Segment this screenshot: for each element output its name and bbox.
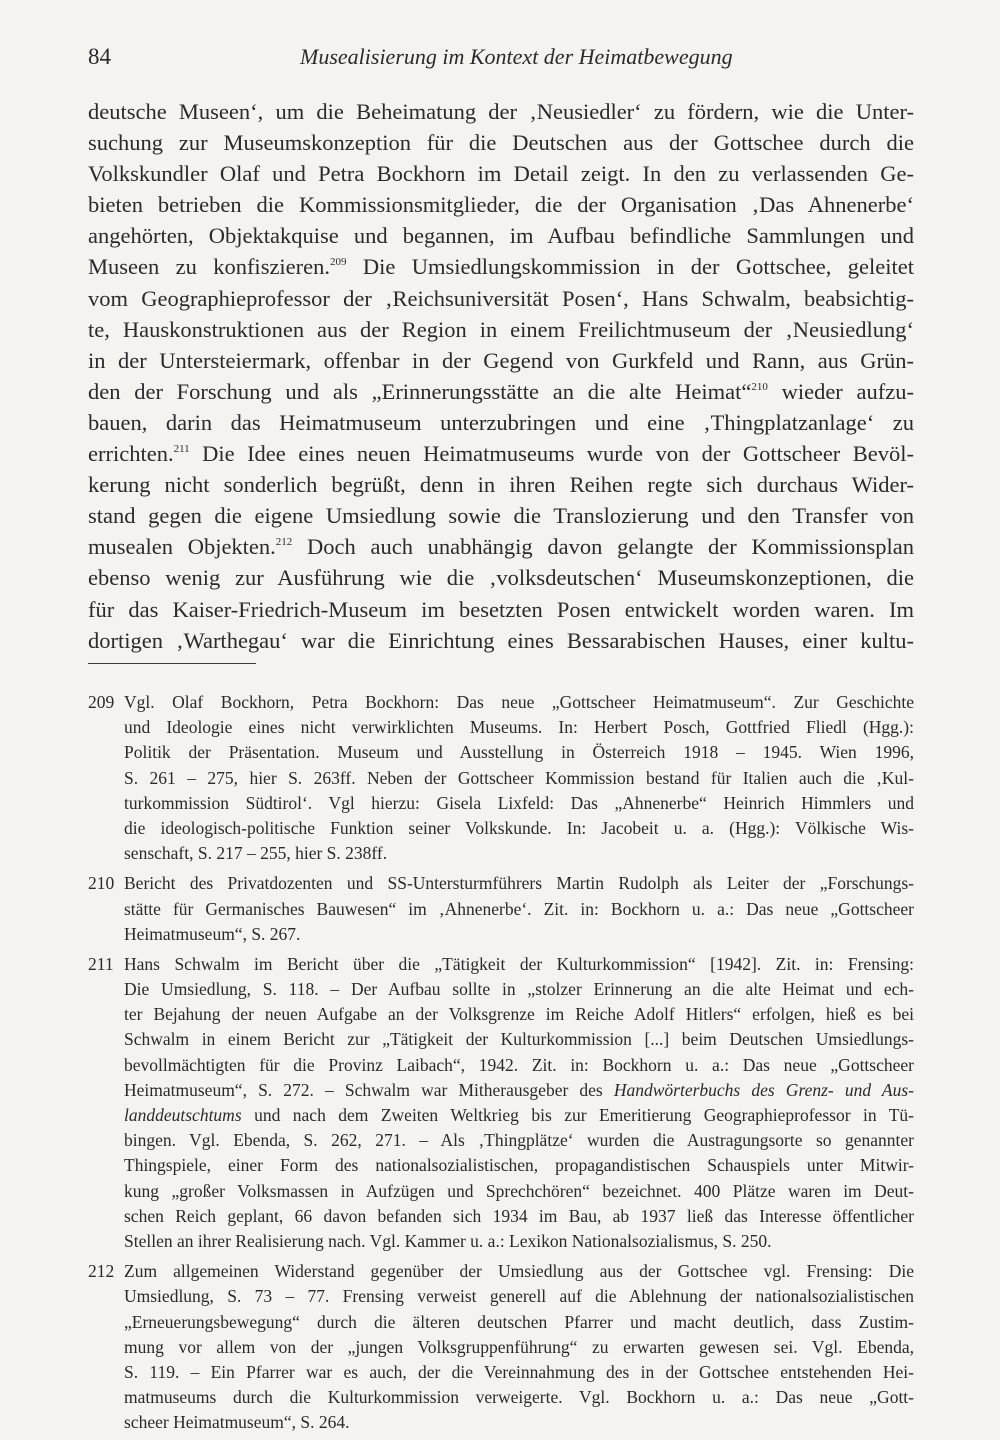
footnote-line: Heimatmuseum“, S. 272. – Schwalm war Mitherausgeber des Handwörterbuchs des Grenz- und Aus- (124, 1079, 914, 1100)
body-line: ebenso wenig zur Ausführung wie die ‚volksdeutschen‘ Museumskonzeptionen, die (88, 565, 914, 591)
body-line: stand gegen die eigene Umsiedlung sowie die Translozierung und den Transfer von (88, 503, 914, 529)
body-line: te, Hauskonstruktionen aus der Region in einem Freilichtmuseum der ‚Neusiedlung‘ (88, 316, 914, 342)
footnote-211 (88, 952, 914, 1254)
footnote-line: turkommission Südtirol‘. Vgl hierzu: Gisela Lixfeld: Das „Ahnenerbe“ Heinrich Himmlers und (124, 792, 914, 813)
body-line: für das Kaiser-Friedrich-Museum im besetzten Posen entwickelt worden waren. Im (88, 596, 914, 622)
footnote-line: landdeutschtums und nach dem Zweiten Weltkrieg bis zur Emeritierung Geographieprofessor in Tü- (124, 1105, 914, 1125)
body-line: bauen, darin das Heimatmuseum unterzubringen und eine ‚Thingplatzanlage‘ zu (88, 409, 914, 435)
footnote-line: Hans Schwalm im Bericht über die „Tätigkeit der Kulturkommission“ [1942]. Zit. in: Frensing: (124, 953, 914, 974)
footnote-ref: 210 (751, 380, 768, 393)
footnotes (88, 690, 914, 1440)
footnote-number: 211 (88, 953, 114, 974)
footnote-line: scheer Heimatmuseum“, S. 264. (124, 1412, 350, 1433)
footnote-ref: 212 (275, 536, 293, 549)
body-line: errichten.$^{211}$ Die Idee eines neuen Heimatmuseums wurde von der Gottscheer Bevöl- (88, 441, 914, 467)
footnote-number: 210 (88, 873, 115, 894)
footnote-line: die ideologisch-politische Funktion seiner Volkskunde. In: Jacobeit u. a. (Hgg.): Völkische Wis- (124, 817, 914, 838)
body-line: kerung nicht sonderlich begrüßt, denn in ihren Reihen regte sich durchaus Wider- (88, 472, 914, 498)
footnote-line: matmuseums durch die Kulturkommission verweigerte. Vgl. Bockhorn u. a.: Das neue „Gott- (124, 1387, 914, 1408)
footnote-line: und Ideologie eines nicht verwirklichten Museums. In: Herbert Posch, Gottfried Fliedl (Hgg.): (124, 717, 914, 738)
footnote-line: ter Bejahung der neuen Aufgabe an der Volksgrenze im Reiche Adolf Hitlers“ erfolgen, hieß es bei (124, 1004, 914, 1025)
footnote-line: S. 261 – 275, hier S. 263ff. Neben der Gottscheer Kommission bestand für Italien auch die ‚Kul- (124, 767, 914, 788)
footnote-line: bevollmächtigten für die Provinz Laibach“, 1942. Zit. in: Bockhorn u. a.: Das neue „Gottscheer (124, 1054, 914, 1075)
footnote-separator (88, 663, 256, 664)
footnote-line: mung vor allem von der „jungen Volksgruppenführung“ zu erwarten gewesen sei. Vgl. Ebenda, (124, 1336, 914, 1357)
footnote-line: Die Umsiedlung, S. 118. – Der Aufbau sollte in „stolzer Erinnerung an die alte Heimat und ech- (124, 979, 914, 1000)
footnote-line: Schwalm in einem Bericht zur „Tätigkeit der Kulturkommission [...] beim Deutschen Umsiedlungs- (124, 1029, 914, 1050)
footnote-line: schen Reich geplant, 66 davon befanden sich 1934 im Bau, ab 1937 ließ das Interesse öffentlicher (124, 1205, 914, 1226)
footnote-line: Heimatmuseum“, S. 267. (124, 923, 301, 944)
footnote-line: Politik der Präsentation. Museum und Ausstellung in Österreich 1918 – 1945. Wien 1996, (124, 742, 914, 763)
footnote-line: kung „großer Volksmassen in Aufzügen und Sprechchören“ bezeichnet. 400 Plätze waren im Deut- (124, 1180, 914, 1201)
body-line: Volkskundler Olaf und Petra Bockhorn im Detail zeigt. In den zu verlassenden Ge- (88, 161, 914, 187)
footnote-209 (88, 690, 914, 866)
body-line: deutsche Museen‘, um die Beheimatung der ‚Neusiedler‘ zu fördern, wie die Unter- (88, 99, 914, 124)
footnote-line: „Erneuerungsbewegung“ durch die älteren deutschen Pfarrer und macht deutlich, dass Zustim- (124, 1311, 914, 1332)
footnote-line: Stellen an ihrer Realisierung nach. Vgl. Kammer u. a.: Lexikon Nationalsozialismus, S. 250. (124, 1230, 772, 1251)
footnote-line: Vgl. Olaf Bockhorn, Petra Bockhorn: Das neue „Gottscheer Heimatmuseum“. Zur Geschichte (124, 692, 914, 712)
page-number: 84 (88, 44, 111, 69)
footnote-line: Thingspiele, einer Form des nationalsozialistischen, propagandistischen Schauspiels unter Mitwir- (124, 1155, 914, 1176)
footnote-212 (88, 1259, 914, 1435)
body-line: suchung zur Museumskonzeption für die Deutschen aus der Gottschee durch die (88, 130, 914, 156)
book-title: Handwörterbuchs des Grenz- und Aus- (613, 1079, 914, 1100)
footnote-line: Bericht des Privatdozenten und SS-Untersturmführers Martin Rudolph als Leiter der „Forschungs- (124, 873, 914, 894)
body-line: Museen zu konfiszieren.$^{209}$ Die Umsiedlungskommission in der Gottschee, geleitet (88, 254, 914, 280)
main-text (88, 96, 914, 656)
body-line: vom Geographieprofessor der ‚Reichsuniversität Posen‘, Hans Schwalm, beabsichtig- (88, 285, 914, 311)
book-title: landdeutschtums (124, 1105, 242, 1125)
footnote-number: 209 (88, 692, 115, 712)
footnote-line: stätte für Germanisches Bauwesen“ im ‚Ahnenerbe‘. Zit. in: Bockhorn u. a.: Das neue „Gottscheer (124, 898, 914, 919)
footnote-ref: 209 (330, 256, 347, 269)
running-title: Musealisierung im Kontext der Heimatbewegung (300, 44, 733, 69)
body-line: den der Forschung und als „Erinnerungsstätte an die alte Heimat“$^{210}$ wieder aufzu- (88, 378, 914, 404)
footnote-line: S. 119. – Ein Pfarrer war es auch, der die Vereinnahmung des in der Gottschee entstehenden Hei- (124, 1361, 914, 1382)
footnote-line: Umsiedlung, S. 73 – 77. Frensing verweist generell auf die Ablehnung der nationalsozialistischen (124, 1286, 914, 1307)
footnote-line: bingen. Vgl. Ebenda, S. 262, 271. – Als ‚Thingplätze‘ wurden die Austragungsorte so genannter (124, 1130, 914, 1151)
body-line: musealen Objekten.$^{212}$ Doch auch unabhängig davon gelangte der Kommissionsplan (88, 534, 914, 560)
footnote-210 (88, 871, 914, 947)
footnote-line: senschaft, S. 217 – 255, hier S. 238ff. (124, 843, 388, 864)
body-line: dortigen ‚Warthegau‘ war die Einrichtung eines Bessarabischen Hauses, einer kultu- (88, 627, 914, 653)
page-header (88, 44, 914, 76)
body-line: angehörten, Objektakquise und begannen, im Aufbau befindliche Sammlungen und (88, 223, 914, 249)
footnote-ref: 211 (173, 443, 190, 456)
body-line: in der Untersteiermark, offenbar in der Gegend von Gurkfeld und Rann, aus Grün- (88, 347, 914, 373)
body-line: bieten betrieben die Kommissionsmitglieder, die der Organisation ‚Das Ahnenerbe‘ (88, 192, 914, 218)
footnote-number: 212 (88, 1261, 115, 1282)
footnote-line: Zum allgemeinen Widerstand gegenüber der Umsiedlung aus der Gottschee vgl. Frensing: Die (124, 1261, 914, 1282)
